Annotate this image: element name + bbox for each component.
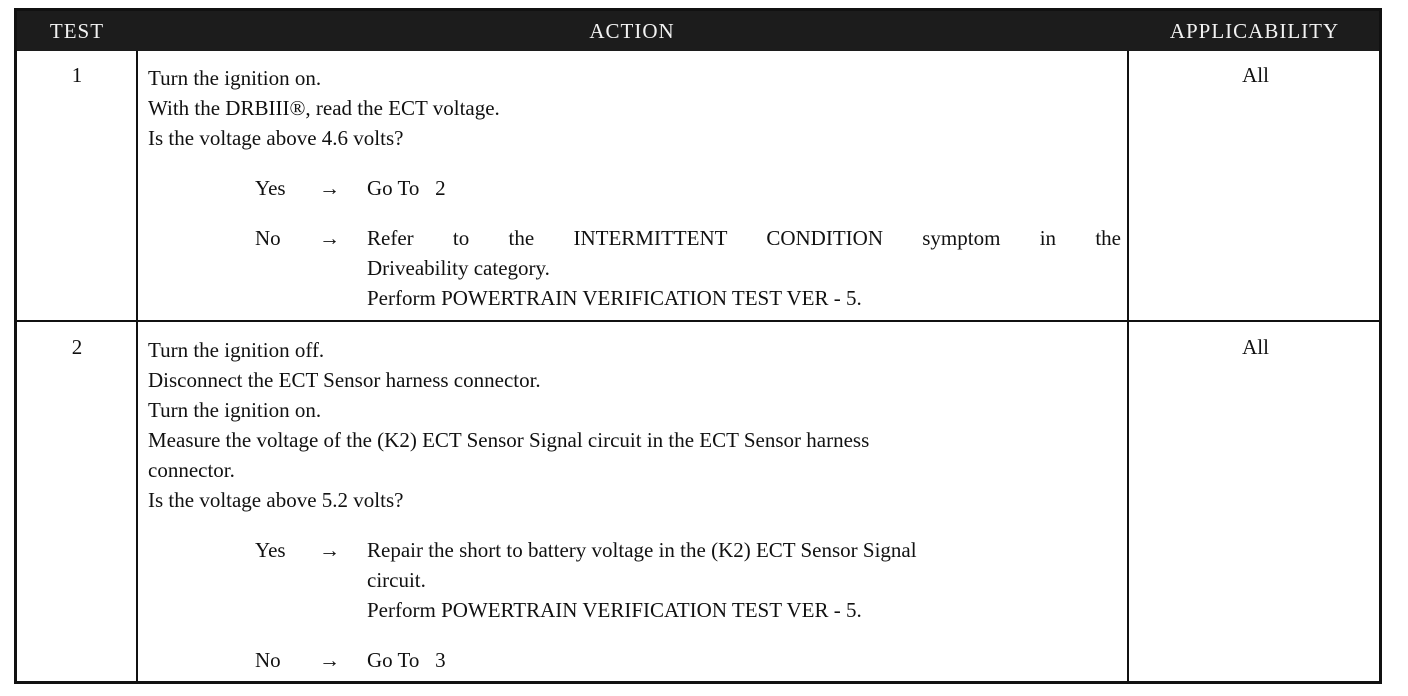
row-1-no-branch	[255, 223, 1121, 313]
yes-result	[367, 173, 1121, 203]
column-divider-test	[136, 51, 138, 681]
no-result	[367, 223, 1121, 313]
table-header	[17, 11, 1379, 51]
step-text: With the DRBIII®, read the ECT voltage.	[148, 96, 500, 120]
row-2-applicability: All	[1242, 335, 1269, 359]
row-2-steps	[148, 335, 1120, 515]
header-applicability: APPLICABILITY	[1169, 19, 1340, 43]
result-text: Repair the short to battery voltage in the (K2) ECT Sensor Signal	[367, 538, 917, 562]
result-text: Perform POWERTRAIN VERIFICATION TEST VER - 5.	[367, 286, 862, 310]
row-1-steps	[148, 63, 1120, 153]
no-result	[367, 645, 1121, 675]
row-2-no-branch	[255, 645, 1121, 675]
step-text: Is the voltage above 4.6 volts?	[148, 126, 404, 150]
result-text: Go To 3	[367, 648, 446, 672]
row-1-test-number: 1	[71, 63, 83, 87]
result-text: Driveability category.	[367, 256, 550, 280]
yes-label: Yes	[255, 538, 286, 562]
step-text: Is the voltage above 5.2 volts?	[148, 488, 404, 512]
step-text: Turn the ignition on.	[148, 398, 322, 422]
header-action: ACTION	[589, 19, 675, 43]
no-label: No	[255, 648, 281, 672]
result-text: circuit.	[367, 568, 426, 592]
step-text: Turn the ignition on.	[148, 66, 322, 90]
row-1-yes-branch	[255, 173, 1121, 203]
yes-result	[367, 535, 1121, 625]
result-text: Go To 2	[367, 176, 446, 200]
step-text: connector.	[148, 458, 235, 482]
no-label: No	[255, 226, 281, 250]
step-text: Turn the ignition off.	[148, 338, 325, 362]
header-test: TEST	[49, 19, 105, 43]
arrow-icon: →	[319, 538, 340, 562]
arrow-icon: →	[319, 648, 340, 672]
column-divider-applicability	[1127, 51, 1129, 681]
row-2-test-number: 2	[71, 335, 83, 359]
yes-label: Yes	[255, 176, 286, 200]
result-text: Perform POWERTRAIN VERIFICATION TEST VER - 5.	[367, 598, 862, 622]
result-text: Refer to the INTERMITTENT CONDITION symptom in the	[367, 226, 1121, 250]
test-table	[14, 8, 1382, 684]
arrow-icon: →	[319, 176, 340, 200]
row-2-yes-branch	[255, 535, 1121, 625]
arrow-icon: →	[319, 226, 340, 250]
step-text: Measure the voltage of the (K2) ECT Sensor Signal circuit in the ECT Sensor harness	[148, 428, 870, 452]
row-divider	[17, 320, 1379, 322]
row-1-applicability: All	[1242, 63, 1269, 87]
step-text: Disconnect the ECT Sensor harness connector.	[148, 368, 541, 392]
